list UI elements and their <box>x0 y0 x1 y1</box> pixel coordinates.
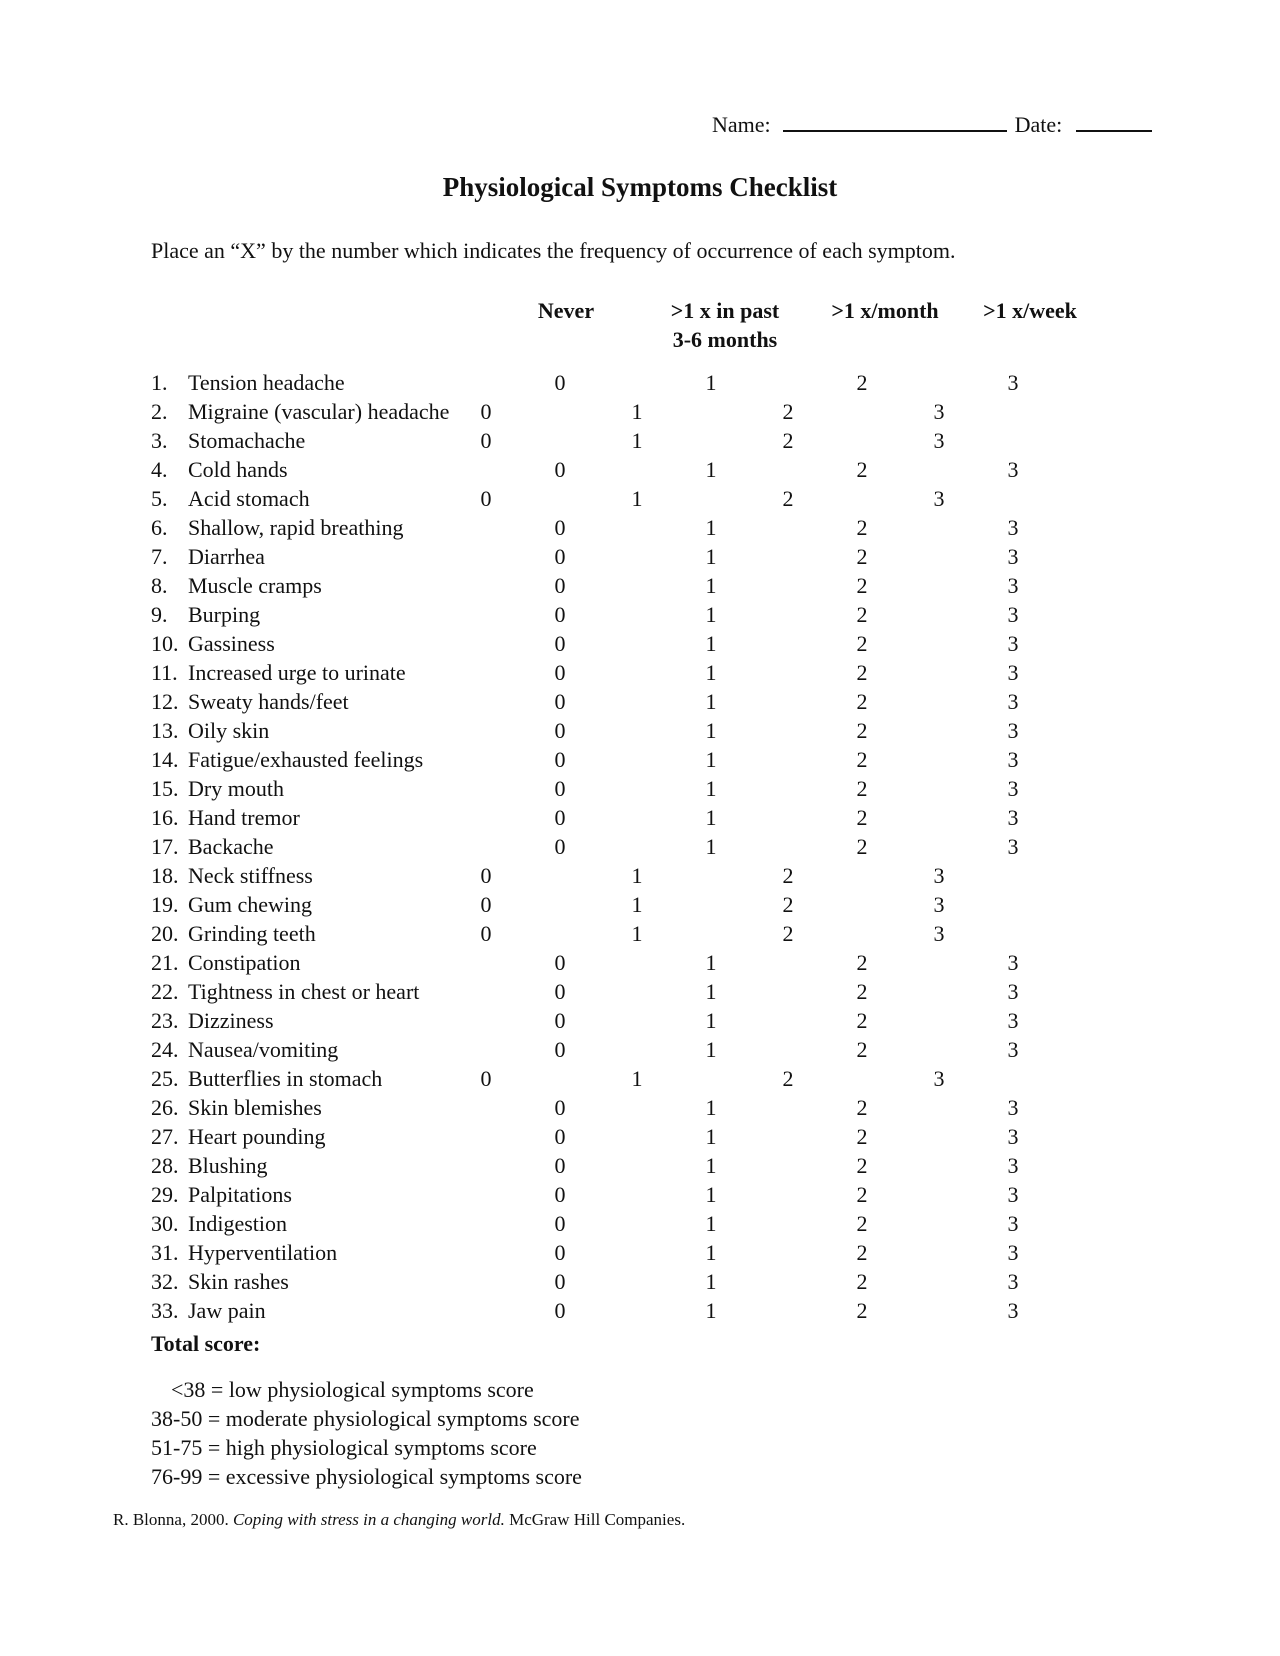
symptom-row <box>151 513 1151 542</box>
symptom-number: 2. <box>151 399 168 424</box>
total-score-label: Total score: <box>151 1331 261 1356</box>
score-option[interactable]: 2 <box>782 399 794 424</box>
score-option[interactable]: 2 <box>856 950 868 975</box>
score-option[interactable]: 3 <box>1007 602 1019 627</box>
score-option[interactable]: 1 <box>705 1182 717 1207</box>
citation-book: Coping with stress in a changing world. <box>232 1510 505 1529</box>
score-option[interactable]: 1 <box>631 399 643 424</box>
score-option[interactable]: 2 <box>856 1240 868 1265</box>
score-option[interactable]: 0 <box>554 544 566 569</box>
score-option[interactable]: 2 <box>782 892 794 917</box>
score-option[interactable]: 3 <box>1007 689 1019 714</box>
score-option[interactable]: 1 <box>705 1037 717 1062</box>
score-option[interactable]: 2 <box>856 370 868 395</box>
citation-publisher: McGraw Hill Companies. <box>504 1510 686 1529</box>
symptom-label: Acid stomach <box>188 486 310 511</box>
symptom-number: 20. <box>151 921 179 946</box>
score-option[interactable]: 2 <box>782 428 794 453</box>
score-option[interactable]: 2 <box>782 921 794 946</box>
score-option[interactable]: 2 <box>856 1211 868 1236</box>
symptom-number: 23. <box>151 1008 179 1033</box>
score-option[interactable]: 3 <box>1007 370 1019 395</box>
symptom-label: Neck stiffness <box>188 863 313 888</box>
score-option[interactable]: 2 <box>856 457 868 482</box>
score-option[interactable]: 3 <box>933 486 945 511</box>
symptom-label: Palpitations <box>188 1182 292 1207</box>
score-option[interactable]: 2 <box>856 631 868 656</box>
symptom-number: 31. <box>151 1240 179 1265</box>
score-option[interactable]: 1 <box>705 1124 717 1149</box>
symptom-label: Burping <box>188 602 261 627</box>
score-option[interactable]: 0 <box>554 805 566 830</box>
symptom-number: 8. <box>151 573 168 598</box>
score-option[interactable]: 1 <box>705 689 717 714</box>
symptom-label: Indigestion <box>188 1211 287 1236</box>
symptom-row <box>151 1151 1151 1180</box>
score-option[interactable]: 0 <box>554 1124 566 1149</box>
name-blank[interactable] <box>783 112 1007 132</box>
column-header-past-line-2: 3-6 months <box>672 327 778 352</box>
symptom-label: Increased urge to urinate <box>188 660 406 685</box>
score-option[interactable]: 2 <box>856 573 868 598</box>
score-option[interactable]: 0 <box>554 1095 566 1120</box>
score-option[interactable]: 1 <box>705 747 717 772</box>
symptom-row <box>151 1064 1151 1093</box>
score-option[interactable]: 2 <box>856 1153 868 1178</box>
symptom-number: 14. <box>151 747 179 772</box>
score-option[interactable]: 0 <box>554 1269 566 1294</box>
score-option[interactable]: 1 <box>705 1269 717 1294</box>
score-option[interactable]: 0 <box>554 660 566 685</box>
symptom-label: Shallow, rapid breathing <box>188 515 404 540</box>
instructions: Place an “X” by the number which indicates the frequency of occurrence of each symptom. <box>151 238 956 263</box>
score-option[interactable]: 1 <box>705 1153 717 1178</box>
score-option[interactable]: 3 <box>1007 544 1019 569</box>
symptom-label: Oily skin <box>188 718 270 743</box>
score-option[interactable]: 2 <box>856 1124 868 1149</box>
score-option[interactable]: 2 <box>856 1182 868 1207</box>
symptom-number: 18. <box>151 863 179 888</box>
symptom-number: 3. <box>151 428 168 453</box>
symptom-row <box>151 1180 1151 1209</box>
score-option[interactable]: 1 <box>631 921 643 946</box>
symptom-number: 15. <box>151 776 179 801</box>
score-option[interactable]: 3 <box>1007 1124 1019 1149</box>
symptom-row <box>151 397 1151 426</box>
score-option[interactable]: 0 <box>480 863 492 888</box>
score-option[interactable]: 2 <box>856 776 868 801</box>
score-option[interactable]: 2 <box>856 718 868 743</box>
symptom-number: 29. <box>151 1182 179 1207</box>
score-option[interactable]: 0 <box>480 921 492 946</box>
symptom-row <box>151 1093 1151 1122</box>
symptom-row <box>151 687 1151 716</box>
symptom-row <box>151 977 1151 1006</box>
score-option[interactable]: 3 <box>1007 1211 1019 1236</box>
date-blank[interactable] <box>1076 112 1152 132</box>
score-option[interactable]: 3 <box>1007 834 1019 859</box>
score-option[interactable]: 3 <box>1007 1095 1019 1120</box>
symptom-number: 32. <box>151 1269 179 1294</box>
score-option[interactable]: 3 <box>1007 950 1019 975</box>
score-option[interactable]: 1 <box>705 515 717 540</box>
score-option[interactable]: 2 <box>856 805 868 830</box>
symptom-row <box>151 426 1151 455</box>
symptom-row <box>151 658 1151 687</box>
score-option[interactable]: 3 <box>933 921 945 946</box>
score-option[interactable]: 1 <box>705 370 717 395</box>
symptom-number: 16. <box>151 805 179 830</box>
symptom-label: Tension headache <box>188 370 345 395</box>
score-option[interactable]: 0 <box>554 515 566 540</box>
score-option[interactable]: 1 <box>705 457 717 482</box>
symptom-row <box>151 368 1151 397</box>
column-header-never: Never <box>537 298 595 323</box>
symptom-label: Blushing <box>188 1153 268 1178</box>
symptom-number: 10. <box>151 631 179 656</box>
score-option[interactable]: 3 <box>1007 1298 1019 1323</box>
symptom-number: 4. <box>151 457 168 482</box>
score-option[interactable]: 2 <box>856 1037 868 1062</box>
score-option[interactable]: 0 <box>554 1008 566 1033</box>
score-option[interactable]: 3 <box>1007 747 1019 772</box>
symptom-label: Stomachache <box>188 428 306 453</box>
symptom-number: 12. <box>151 689 179 714</box>
score-option[interactable]: 2 <box>856 1095 868 1120</box>
score-option[interactable]: 2 <box>856 1269 868 1294</box>
symptom-label: Hyperventilation <box>188 1240 338 1265</box>
symptom-label: Cold hands <box>188 457 288 482</box>
symptom-row <box>151 919 1151 948</box>
score-option[interactable]: 3 <box>1007 1008 1019 1033</box>
symptom-number: 24. <box>151 1037 179 1062</box>
score-option[interactable]: 0 <box>554 631 566 656</box>
score-option[interactable]: 1 <box>705 718 717 743</box>
score-option[interactable]: 0 <box>554 457 566 482</box>
score-option[interactable]: 0 <box>554 1298 566 1323</box>
column-header-past-3-6-months <box>640 296 810 354</box>
score-option[interactable]: 3 <box>933 399 945 424</box>
symptom-number: 21. <box>151 950 179 975</box>
scale-line-low: <38 = low physiological symptoms score <box>171 1377 534 1402</box>
score-option[interactable]: 3 <box>1007 979 1019 1004</box>
symptom-label: Grinding teeth <box>188 921 316 946</box>
name-label: Name: <box>712 112 771 137</box>
symptom-number: 13. <box>151 718 179 743</box>
symptom-number: 33. <box>151 1298 179 1323</box>
symptom-number: 28. <box>151 1153 179 1178</box>
name-date-line <box>712 112 1152 138</box>
score-option[interactable]: 1 <box>631 892 643 917</box>
symptom-row <box>151 1296 1151 1325</box>
score-option[interactable]: 1 <box>705 544 717 569</box>
page-title: Physiological Symptoms Checklist <box>442 172 838 202</box>
score-option[interactable]: 1 <box>705 573 717 598</box>
symptom-row <box>151 890 1151 919</box>
score-option[interactable]: 0 <box>554 1182 566 1207</box>
symptom-row <box>151 542 1151 571</box>
symptom-label: Sweaty hands/feet <box>188 689 349 714</box>
score-option[interactable]: 3 <box>933 892 945 917</box>
symptom-label: Skin rashes <box>188 1269 289 1294</box>
symptom-label: Nausea/vomiting <box>188 1037 339 1062</box>
symptom-label: Migraine (vascular) headache <box>188 399 450 424</box>
score-option[interactable]: 1 <box>705 979 717 1004</box>
symptom-label: Constipation <box>188 950 301 975</box>
symptom-number: 17. <box>151 834 179 859</box>
symptom-row <box>151 1267 1151 1296</box>
score-option[interactable]: 1 <box>705 1095 717 1120</box>
scale-line-moderate: 38-50 = moderate physiological symptoms score <box>151 1406 580 1431</box>
score-option[interactable]: 2 <box>856 602 868 627</box>
symptom-row <box>151 1035 1151 1064</box>
score-option[interactable]: 1 <box>705 1211 717 1236</box>
score-option[interactable]: 1 <box>705 834 717 859</box>
symptom-label: Gum chewing <box>188 892 313 917</box>
symptom-row <box>151 571 1151 600</box>
score-option[interactable]: 2 <box>782 486 794 511</box>
score-option[interactable]: 1 <box>705 631 717 656</box>
score-option[interactable]: 0 <box>554 718 566 743</box>
score-option[interactable]: 3 <box>1007 805 1019 830</box>
symptom-row <box>151 1122 1151 1151</box>
score-option[interactable]: 0 <box>554 1240 566 1265</box>
symptom-label: Diarrhea <box>188 544 265 569</box>
score-option[interactable]: 1 <box>705 602 717 627</box>
symptom-number: 30. <box>151 1211 179 1236</box>
score-option[interactable]: 3 <box>933 1066 945 1091</box>
score-option[interactable]: 3 <box>1007 660 1019 685</box>
score-option[interactable]: 3 <box>1007 776 1019 801</box>
symptom-row <box>151 1209 1151 1238</box>
score-option[interactable]: 2 <box>782 1066 794 1091</box>
score-option[interactable]: 1 <box>631 428 643 453</box>
score-option[interactable]: 0 <box>554 979 566 1004</box>
score-option[interactable]: 0 <box>554 747 566 772</box>
score-option[interactable]: 0 <box>480 428 492 453</box>
score-option[interactable]: 3 <box>933 428 945 453</box>
symptom-label: Skin blemishes <box>188 1095 322 1120</box>
symptom-number: 27. <box>151 1124 179 1149</box>
score-option[interactable]: 1 <box>705 1240 717 1265</box>
score-option[interactable]: 1 <box>631 486 643 511</box>
score-option[interactable]: 3 <box>1007 1037 1019 1062</box>
symptom-label: Tightness in chest or heart <box>188 979 420 1004</box>
score-option[interactable]: 0 <box>554 689 566 714</box>
symptom-row <box>151 774 1151 803</box>
score-option[interactable]: 2 <box>856 834 868 859</box>
score-option[interactable]: 1 <box>705 805 717 830</box>
symptom-label: Gassiness <box>188 631 275 656</box>
score-option[interactable]: 0 <box>554 1153 566 1178</box>
score-option[interactable]: 3 <box>1007 631 1019 656</box>
score-option[interactable]: 3 <box>1007 573 1019 598</box>
score-option[interactable]: 0 <box>480 1066 492 1091</box>
symptom-number: 19. <box>151 892 179 917</box>
score-option[interactable]: 0 <box>554 950 566 975</box>
score-option[interactable]: 1 <box>705 1298 717 1323</box>
score-option[interactable]: 1 <box>631 1066 643 1091</box>
symptom-label: Fatigue/exhausted feelings <box>188 747 424 772</box>
score-option[interactable]: 3 <box>1007 1182 1019 1207</box>
symptom-row <box>151 745 1151 774</box>
symptom-row <box>151 948 1151 977</box>
score-option[interactable]: 2 <box>782 863 794 888</box>
symptom-row <box>151 861 1151 890</box>
symptom-row <box>151 716 1151 745</box>
symptom-row <box>151 455 1151 484</box>
score-option[interactable]: 2 <box>856 515 868 540</box>
score-option[interactable]: 3 <box>1007 457 1019 482</box>
score-option[interactable]: 1 <box>631 863 643 888</box>
symptom-number: 26. <box>151 1095 179 1120</box>
score-option[interactable]: 1 <box>705 1008 717 1033</box>
score-option[interactable]: 0 <box>554 370 566 395</box>
score-option[interactable]: 2 <box>856 660 868 685</box>
symptom-label: Jaw pain <box>188 1298 266 1323</box>
symptom-number: 5. <box>151 486 168 511</box>
score-option[interactable]: 1 <box>705 660 717 685</box>
score-option[interactable]: 0 <box>480 486 492 511</box>
score-option[interactable]: 3 <box>1007 718 1019 743</box>
symptom-number: 9. <box>151 602 168 627</box>
symptom-label: Hand tremor <box>188 805 300 830</box>
score-option[interactable]: 0 <box>554 1211 566 1236</box>
symptom-number: 6. <box>151 515 168 540</box>
symptom-number: 22. <box>151 979 179 1004</box>
symptom-label: Backache <box>188 834 274 859</box>
score-option[interactable]: 0 <box>554 573 566 598</box>
symptom-row <box>151 803 1151 832</box>
score-option[interactable]: 2 <box>856 689 868 714</box>
score-option[interactable]: 1 <box>705 776 717 801</box>
date-label: Date: <box>1014 112 1063 137</box>
score-option[interactable]: 2 <box>856 1298 868 1323</box>
symptom-label: Heart pounding <box>188 1124 326 1149</box>
symptom-row <box>151 600 1151 629</box>
scale-line-excessive: 76-99 = excessive physiological symptoms score <box>151 1464 582 1489</box>
symptom-number: 1. <box>151 370 168 395</box>
score-option[interactable]: 3 <box>933 863 945 888</box>
column-header-week: >1 x/week <box>983 298 1077 323</box>
score-option[interactable]: 3 <box>1007 1153 1019 1178</box>
score-option[interactable]: 2 <box>856 544 868 569</box>
symptom-label: Dizziness <box>188 1008 274 1033</box>
symptom-label: Dry mouth <box>188 776 284 801</box>
score-option[interactable]: 2 <box>856 747 868 772</box>
citation-author: R. Blonna, 2000. <box>113 1510 233 1529</box>
score-option[interactable]: 0 <box>554 834 566 859</box>
score-option[interactable]: 1 <box>705 950 717 975</box>
score-option[interactable]: 2 <box>856 979 868 1004</box>
score-option[interactable]: 0 <box>480 399 492 424</box>
score-option[interactable]: 2 <box>856 1008 868 1033</box>
symptom-number: 25. <box>151 1066 179 1091</box>
score-option[interactable]: 3 <box>1007 1240 1019 1265</box>
score-option[interactable]: 0 <box>480 892 492 917</box>
symptom-row <box>151 832 1151 861</box>
symptom-row <box>151 629 1151 658</box>
score-option[interactable]: 3 <box>1007 515 1019 540</box>
symptom-number: 11. <box>151 660 178 685</box>
symptom-row <box>151 484 1151 513</box>
symptom-row <box>151 1006 1151 1035</box>
score-option[interactable]: 0 <box>554 602 566 627</box>
score-option[interactable]: 0 <box>554 776 566 801</box>
symptom-label: Butterflies in stomach <box>188 1066 383 1091</box>
symptom-row <box>151 1238 1151 1267</box>
column-header-past-line-1: >1 x in past <box>670 298 780 323</box>
symptom-number: 7. <box>151 544 168 569</box>
score-option[interactable]: 0 <box>554 1037 566 1062</box>
symptom-label: Muscle cramps <box>188 573 322 598</box>
score-option[interactable]: 3 <box>1007 1269 1019 1294</box>
column-header-month: >1 x/month <box>831 298 939 323</box>
citation <box>113 1510 685 1530</box>
scale-line-high: 51-75 = high physiological symptoms score <box>151 1435 537 1460</box>
